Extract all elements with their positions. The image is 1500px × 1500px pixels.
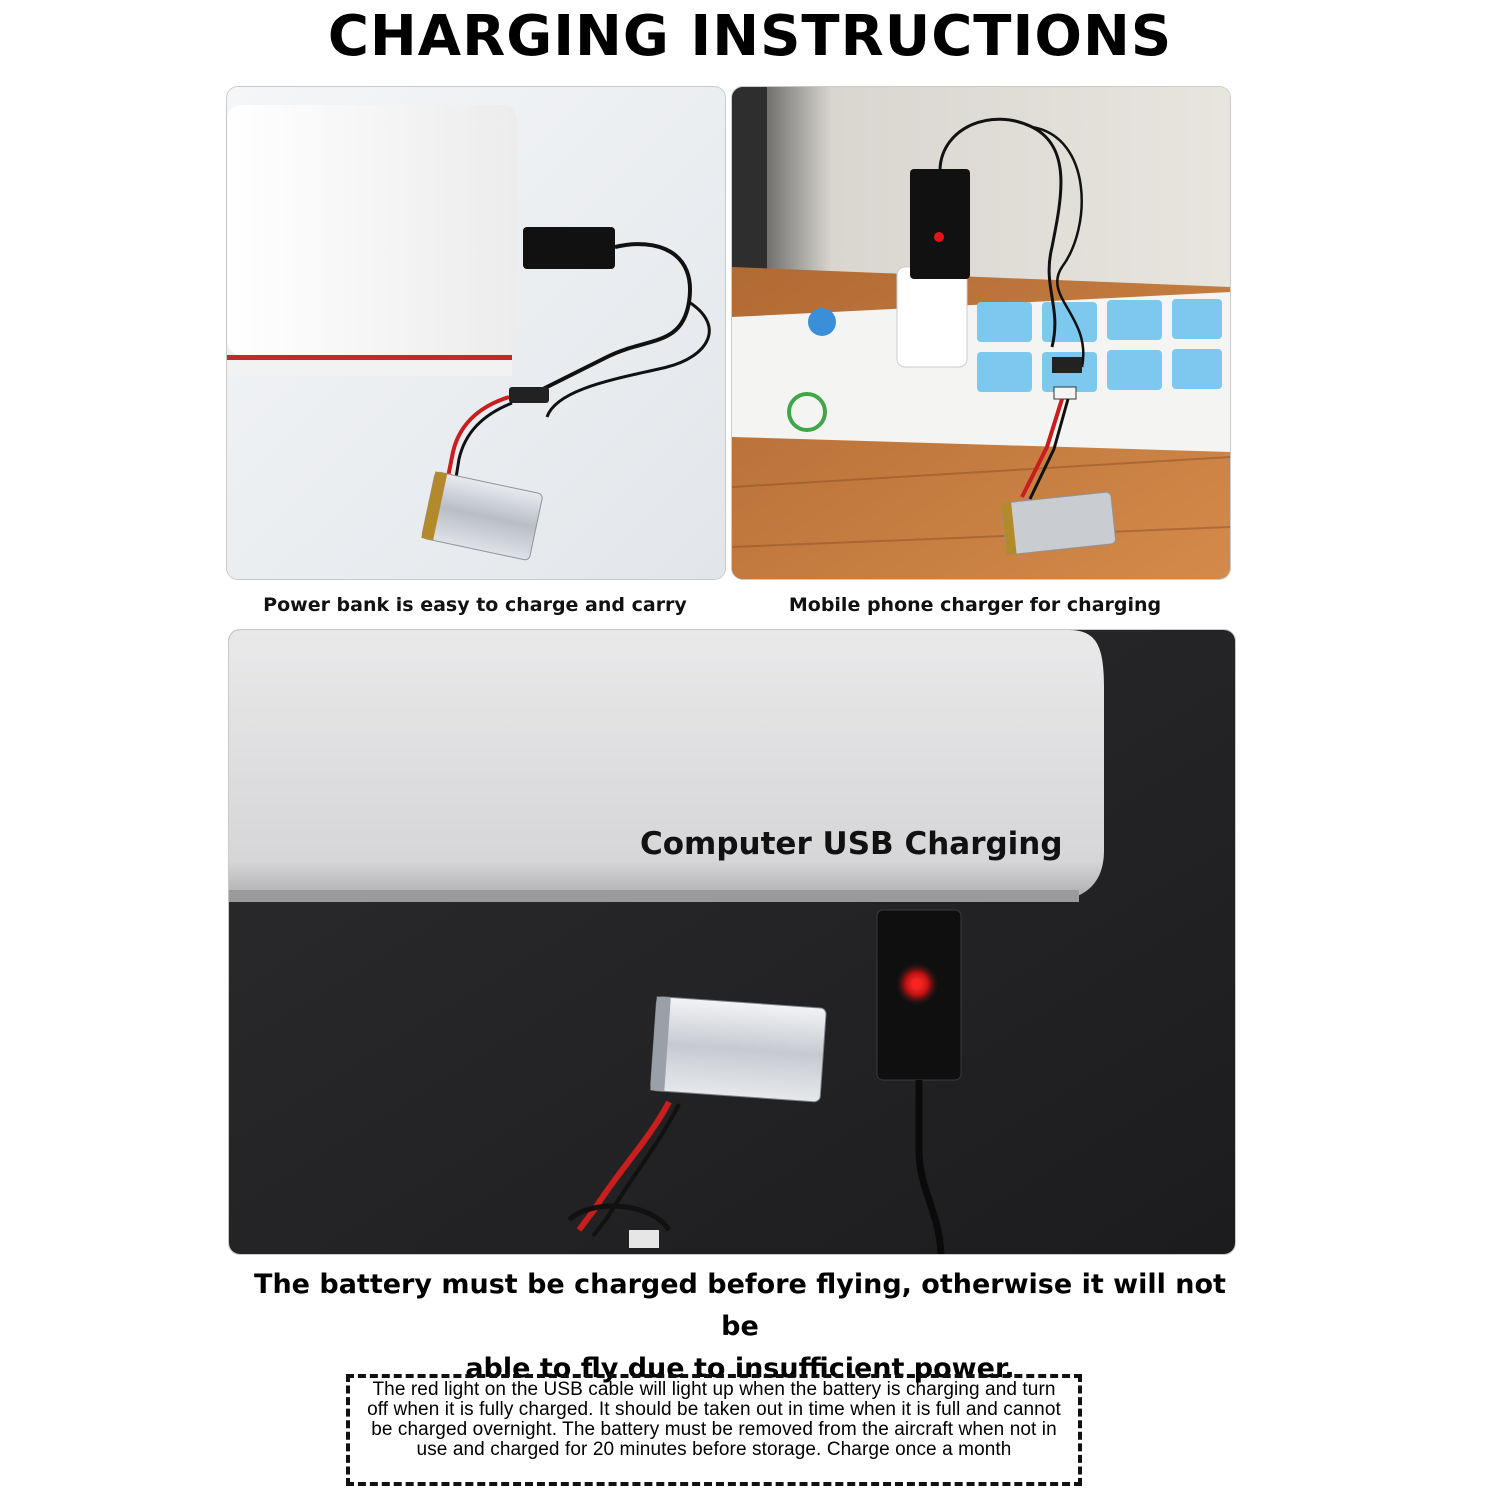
charging-note-box <box>346 1374 1082 1486</box>
warning-text <box>240 1264 1240 1390</box>
computer-usb-label: Computer USB Charging <box>640 826 1063 862</box>
phone-charger-caption: Mobile phone charger for charging <box>788 594 1162 616</box>
computer-usb-photo <box>228 629 1236 1255</box>
page-title: CHARGING INSTRUCTIONS <box>327 4 1173 69</box>
wall-charger-photo <box>731 86 1231 580</box>
warning-line-2: able to fly due to insufficient power. <box>465 1353 1015 1384</box>
charging-note-text: The red light on the USB cable will light up when the battery is charging and turn off when it is fully charged. It should be taken out in time when it is full and cannot be charged overnight. The battery must be removed from the aircraft when not in use and charged for 20 minutes before storage. Charge once a month <box>367 1379 1061 1460</box>
power-bank-photo <box>226 86 726 580</box>
power-bank-caption: Power bank is easy to charge and carry <box>263 594 687 616</box>
warning-line-1: The battery must be charged before flying, otherwise it will not be <box>254 1269 1226 1342</box>
